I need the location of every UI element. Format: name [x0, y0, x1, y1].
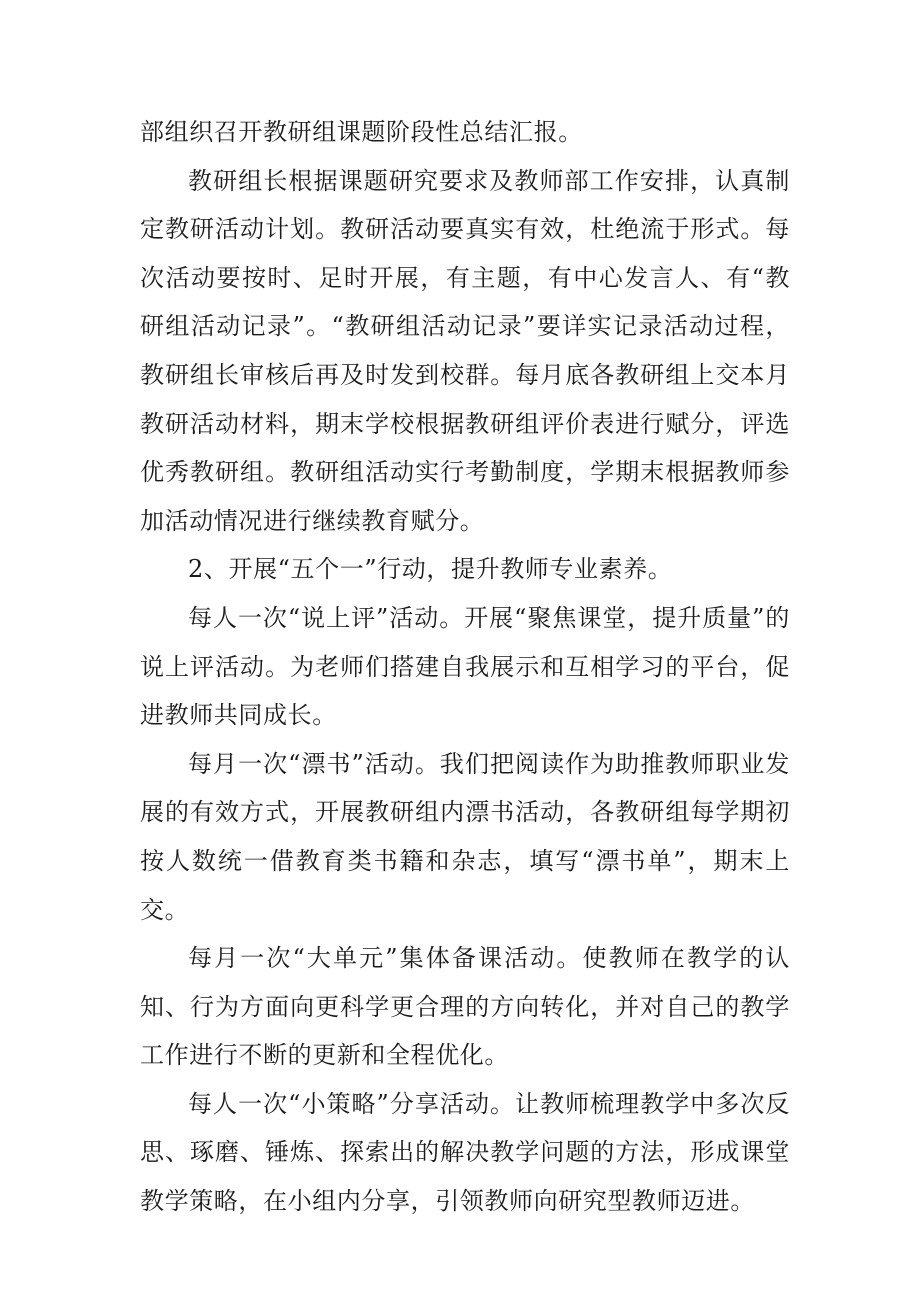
paragraph-book-drifting: 每月一次“漂书”活动。我们把阅读作为助推教师职业发展的有效方式，开展教研组内漂书活动，各教研组每学期初按人数统一借教育类书籍和杂志，填写“漂书单”，期末上交。 [140, 749, 790, 924]
paragraph-research-plan: 教研组长根据课题研究要求及教师部工作安排，认真制定教研活动计划。教研活动要真实有效，杜绝流于形式。每次活动要按时、足时开展，有主题，有中心发言人、有“教研组活动记录”。“教研组活动记录”要详实记录活动过程，教研组长审核后再及时发到校群。每月底各教研组上交本月教研活动材料，期末学校根据教研组评价表进行赋分，评选优秀教研组。教研组活动实行考勤制度，学期末根据教师参加活动情况进行继续教育赋分。 [140, 166, 790, 535]
paragraph-continuation: 部组织召开教研组课题阶段性总结汇报。 [140, 118, 583, 146]
paragraph-lecture-review: 每人一次“说上评”活动。开展“聚焦课堂，提升质量”的说上评活动。为老师们搭建自我展示和互相学习的平台，促进教师共同成长。 [140, 603, 790, 730]
paragraph-strategy-sharing: 每人一次“小策略”分享活动。让教师梳理教学中多次反思、琢磨、锤炼、探索出的解决教学问题的方法，形成课堂教学策略，在小组内分享，引领教师向研究型教师迈进。 [140, 1089, 790, 1216]
paragraph-collective-lesson-prep: 每月一次“大单元”集体备课活动。使教师在教学的认知、行为方面向更科学更合理的方向转化，并对自己的教学工作进行不断的更新和全程优化。 [140, 944, 790, 1070]
document-body [140, 108, 790, 1226]
section-heading-five-ones: 2、开展“五个一”行动，提升教师专业素养。 [188, 555, 673, 584]
